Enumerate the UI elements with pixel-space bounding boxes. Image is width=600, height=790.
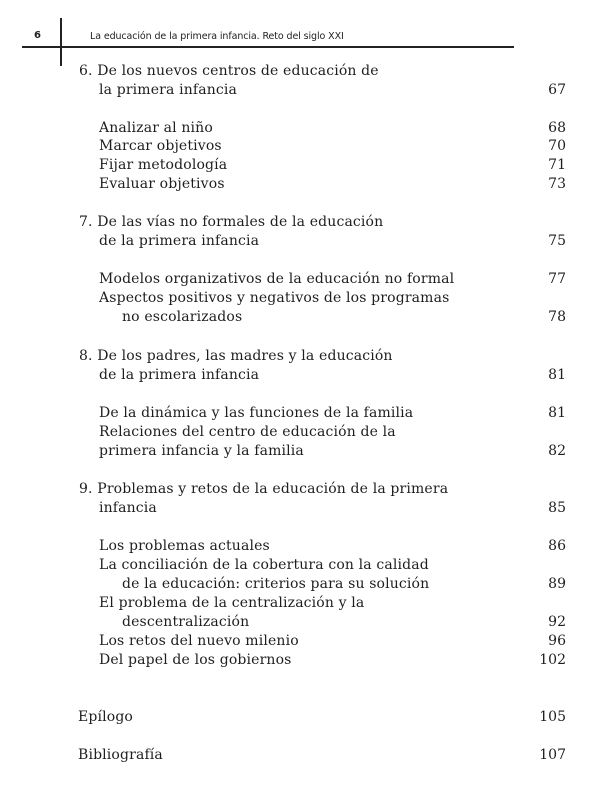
section-title: Evaluar objetivos — [99, 176, 225, 192]
chapter-9-title-line1: 9. Problemas y retos de la educación de la primera — [79, 481, 449, 497]
section-page: 96 — [548, 633, 566, 649]
section-title-line1: Relaciones del centro de educación de la — [99, 424, 396, 440]
bibliography-page: 107 — [539, 747, 566, 763]
chapter-6-page: 67 — [548, 82, 566, 98]
section-page: 68 — [548, 120, 566, 136]
section-page: 102 — [539, 652, 566, 668]
header-vertical-rule — [60, 18, 62, 66]
section-page: 92 — [548, 614, 566, 630]
chapter-6-title-line2: la primera infancia — [99, 82, 238, 98]
chapter-9-page: 85 — [548, 500, 566, 516]
section-title-line1: El problema de la centralización y la — [99, 595, 365, 611]
chapter-8-title-line2: de la primera infancia — [99, 367, 260, 383]
bibliography-title: Bibliografía — [78, 747, 163, 763]
section-page: 89 — [548, 576, 566, 592]
section-title: De la dinámica y las funciones de la familia — [99, 405, 414, 421]
chapter-8-title-line1: 8. De los padres, las madres y la educación — [79, 348, 393, 364]
header-horizontal-rule — [22, 46, 514, 48]
section-title-line2: no escolarizados — [122, 309, 243, 325]
section-page: 71 — [548, 157, 566, 173]
section-title: Los problemas actuales — [99, 538, 270, 554]
section-page: 73 — [548, 176, 566, 192]
chapter-7-title-line2: de la primera infancia — [99, 233, 260, 249]
section-page: 70 — [548, 138, 566, 154]
section-title: Fijar metodología — [99, 157, 228, 173]
chapter-7-page: 75 — [548, 233, 566, 249]
section-page: 82 — [548, 443, 566, 459]
chapter-7-title-line1: 7. De las vías no formales de la educación — [79, 214, 384, 230]
section-page: 77 — [548, 271, 566, 287]
epilogue-title: Epílogo — [78, 709, 134, 725]
section-title-line1: La conciliación de la cobertura con la calidad — [99, 557, 429, 573]
chapter-6-title-line1: 6. De los nuevos centros de educación de — [79, 63, 379, 79]
section-page: 86 — [548, 538, 566, 554]
section-title-line2: descentralización — [122, 614, 250, 630]
section-title: Marcar objetivos — [99, 138, 222, 154]
epilogue-page: 105 — [539, 709, 566, 725]
section-title: Analizar al niño — [99, 120, 213, 136]
section-page: 81 — [548, 405, 566, 421]
section-title-line1: Aspectos positivos y negativos de los programas — [99, 290, 450, 306]
running-header-title: La educación de la primera infancia. Reto del siglo XXI — [90, 31, 344, 42]
chapter-8-page: 81 — [548, 367, 566, 383]
section-title-line2: de la educación: criterios para su solución — [122, 576, 430, 592]
section-page: 78 — [548, 309, 566, 325]
page-number: 6 — [34, 30, 41, 41]
section-title: Los retos del nuevo milenio — [99, 633, 299, 649]
section-title: Del papel de los gobiernos — [99, 652, 292, 668]
section-title: Modelos organizativos de la educación no formal — [99, 271, 455, 287]
section-title-line2: primera infancia y la familia — [99, 443, 304, 459]
chapter-9-title-line2: infancia — [99, 500, 157, 516]
